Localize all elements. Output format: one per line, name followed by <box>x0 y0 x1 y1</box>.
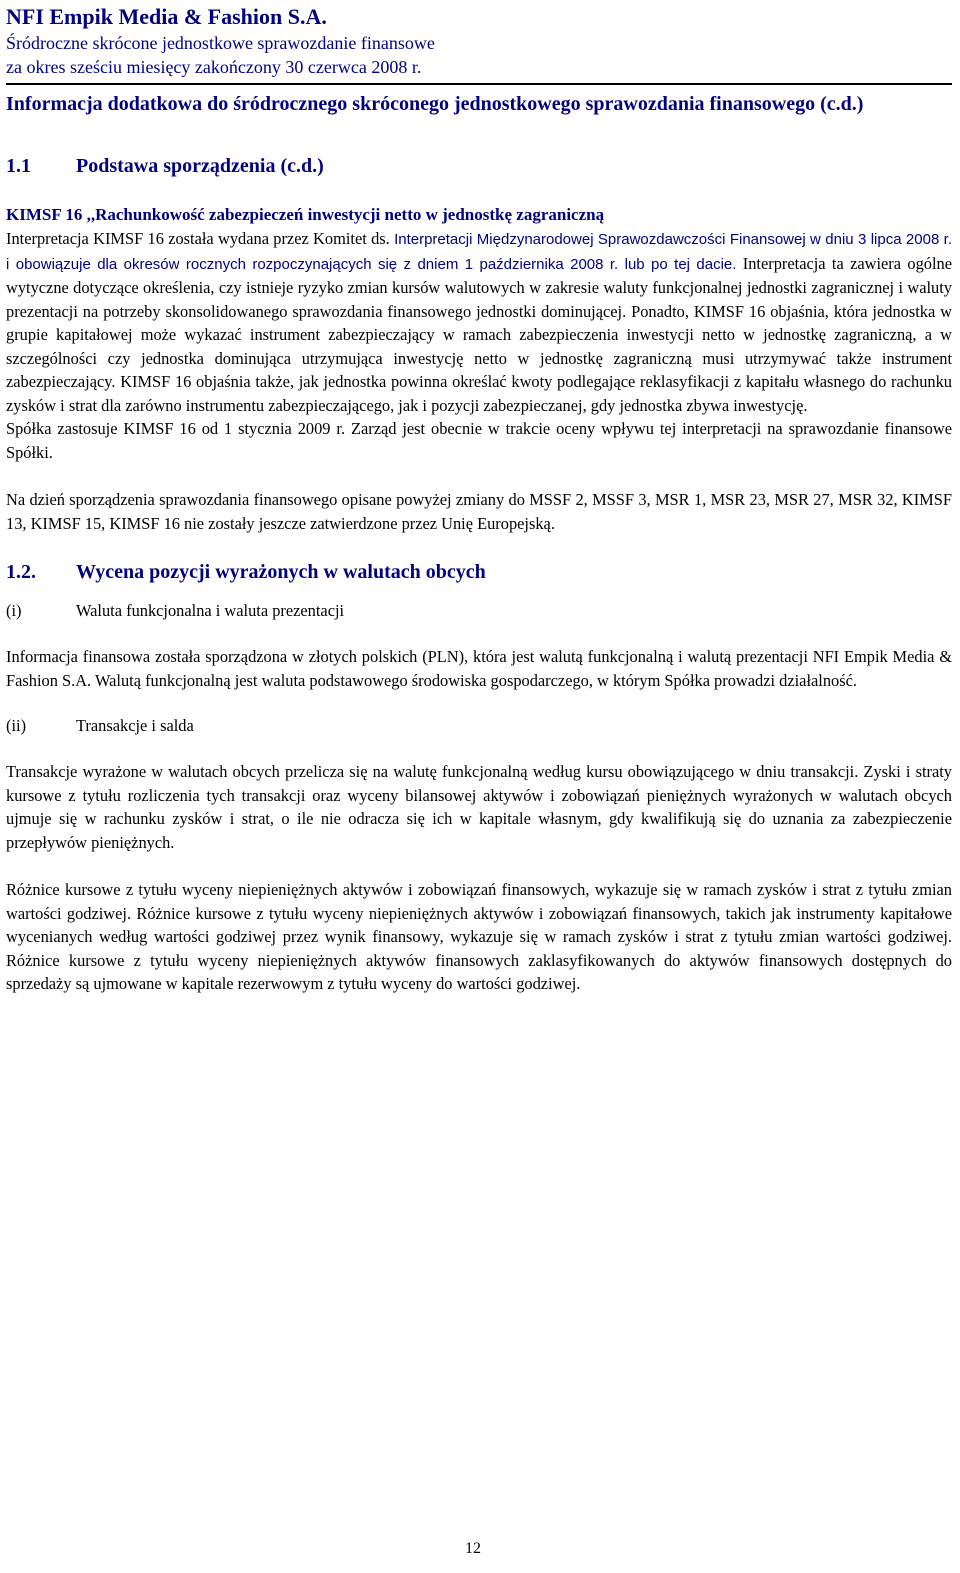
item-i-label: (i) <box>6 601 22 620</box>
item-i-title: Waluta funkcjonalna i waluta prezentacji <box>76 601 345 620</box>
company-name: NFI Empik Media & Fashion S.A. <box>6 4 327 29</box>
kimsf-16-text-f: KIMSF 16 objaśnia także, jak jednostka powinna określać kwoty podlegające reklasyfikacji z kapitału własnego do rachunku zysków i strat dla zarówno instrumentu zabezpieczającego, jak i pozycji zabezpieczanej, gdy jednostka zbywa inwestycję. <box>6 372 952 415</box>
approval-status-paragraph: Na dzień sporządzenia sprawozdania finansowego opisane powyżej zmiany do MSSF 2, MSSF 3, MSR 1, MSR 23, MSR 27, MSR 32, KIMSF 13, KIMSF 15, KIMSF 16 nie zostały jeszcze zatwierdzone przez Unię Europejską. <box>6 490 952 533</box>
kimsf-16-text-g: Spółka zastosuje KIMSF 16 od 1 stycznia 2009 r. <box>6 419 346 438</box>
kimsf-16-text-e: Ponadto, KIMSF 16 objaśnia, która jednostka w grupie kapitałowej może wykazać instrument zabezpieczający w ramach zabezpieczenia inwestycji netto w jednostkę zagraniczną, a w szczególności czy jednostka dominująca utrzymująca inwestycję netto w jednostkę zagraniczną musi utrzymywać także instrument zabezpieczający. <box>6 301 952 391</box>
item-ii-title: Transakcje i salda <box>76 716 194 735</box>
document-page <box>6 0 952 996</box>
report-title-line-2: za okres sześciu miesięcy zakończony 30 czerwca 2008 r. <box>6 57 422 77</box>
kimsf-16-heading: KIMSF 16 ,,Rachunkowość zabezpieczeń inwestycji netto w jednostkę zagraniczną <box>6 205 605 224</box>
header-divider <box>6 83 952 85</box>
section-1-1-number: 1.1 <box>6 155 31 177</box>
kimsf-16-text-c: i obowiązuje dla okresów rocznych rozpoczynających się z dniem 1 października 2008 r. lub po tej dacie. <box>6 255 737 273</box>
kimsf-16-text-a: Interpretacja KIMSF 16 została wydana przez Komitet ds. <box>6 229 390 248</box>
item-i-paragraph: Informacja finansowa została sporządzona w złotych polskich (PLN), która jest walutą funkcjonalną i walutą prezentacji NFI Empik Media & Fashion S.A. Walutą funkcjonalną jest waluta podstawowego środowiska gospodarczego, w którym Spółka prowadzi działalność. <box>6 647 952 690</box>
item-ii-paragraph: Transakcje wyrażone w walutach obcych przelicza się na walutę funkcjonalną według kursu obowiązującego w dniu transakcji. Zyski i straty kursowe z tytułu rozliczenia tych transakcji oraz wyceny bilansowej aktywów i zobowiązań pieniężnych wyrażonych w walutach obcych ujmuje się w rachunku zysków i strat, o ile nie odracza się ich w kapitale własnym, gdy kwalifikują się do uznania za zabezpieczenie przepływów pieniężnych. <box>6 762 952 852</box>
section-1-2-number: 1.2. <box>6 561 36 583</box>
kimsf-16-text-d: Interpretacja ta zawiera ogólne wytyczne dotyczące określenia, czy istnieje ryzyko zmian kursów walutowych w zakresie waluty funkcjonalnej jednostki zagranicznej i waluty prezentacji na potrzeby skonsolidowanego sprawozdania finansowego jednostki dominującej. <box>6 253 952 321</box>
kimsf-16-text-b: Interpretacji Międzynarodowej Sprawozdawczości Finansowej w dniu 3 lipca 2008 r. <box>394 231 952 248</box>
section-1-2-title: Wycena pozycji wyrażonych w walutach obcych <box>76 561 486 583</box>
item-ii-label: (ii) <box>6 716 27 735</box>
page-number: 12 <box>465 1540 481 1557</box>
kimsf-16-paragraph <box>6 227 952 464</box>
section-1-1-title: Podstawa sporządzenia (c.d.) <box>76 155 324 177</box>
report-title-line-1: Śródroczne skrócone jednostkowe sprawozdanie finansowe <box>6 33 435 53</box>
section-1-2-heading <box>6 559 952 585</box>
item-i-heading <box>6 599 952 623</box>
section-1-1-heading <box>6 153 952 179</box>
section-main-title: Informacja dodatkowa do śródrocznego skróconego jednostkowego sprawozdania finansowego (c.d.) <box>6 93 864 115</box>
item-ii-heading <box>6 714 952 738</box>
exchange-differences-paragraph: Różnice kursowe z tytułu wyceny niepieniężnych aktywów i zobowiązań finansowych, wykazuje się w ramach zysków i strat z tytułu zmian wartości godziwej. Różnice kursowe z tytułu wyceny niepieniężnych aktywów i zobowiązań finansowych, takich jak instrumenty kapitałowe wycenianych według wartości godziwej przez wynik finansowy, wykazuje się w ramach zysków i strat z tytułu zmian wartości godziwej. Różnice kursowe z tytułu wyceny niepieniężnych aktywów finansowych zaklasyfikowanych do aktywów finansowych dostępnych do sprzedaży są ujmowane w kapitale rezerwowym z tytułu wyceny do wartości godziwej. <box>6 880 952 993</box>
kimsf-16-text-h: Zarząd jest obecnie w trakcie oceny wpływu tej interpretacji na sprawozdanie finansowe Spółki. <box>6 419 952 462</box>
